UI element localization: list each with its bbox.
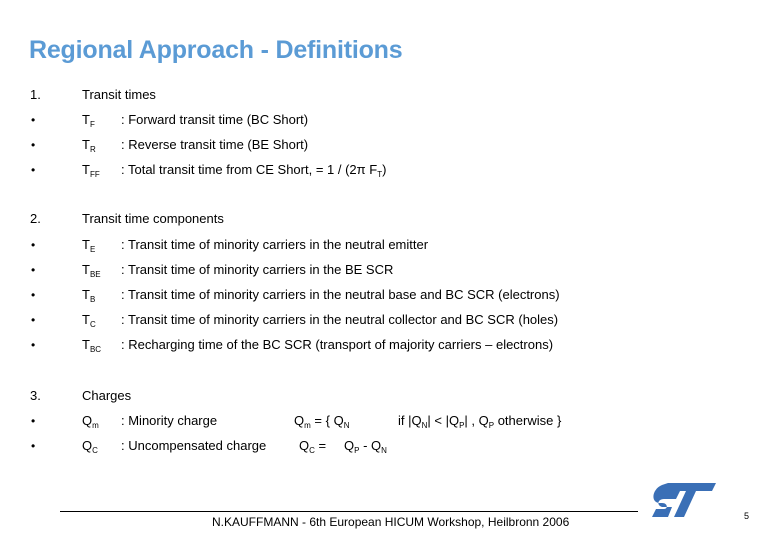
symbol: $Q_C$ [82,438,98,455]
definition: : Transit time of minority carriers in the BE SCR [121,262,394,277]
section-number: 2. [30,211,41,226]
definition: : Total transit time from CE Short, = 1 / (2π $F_T$) [121,162,387,179]
symbol: $T_C$ [82,312,96,329]
definition: : Transit time of minority carriers in the neutral collector and BC SCR (holes) [121,312,559,327]
bullet: • [31,414,36,428]
symbol: $T_{FF}$ [82,162,100,179]
footer-divider [60,511,638,512]
bullet: • [31,313,36,327]
definition: : Transit time of minority carriers in the neutral emitter [121,237,429,252]
definition: : Recharging time of the BC SCR (transport of majority carriers – electrons) [121,337,554,352]
bullet: • [31,263,36,277]
symbol: $T_F$ [82,112,95,129]
qm-condition: if $|Q_N| < |Q_P|$ , $Q_P$ otherwise } [398,413,562,430]
section-heading: Transit times [82,87,156,102]
symbol: $T_{BE}$ [82,262,101,279]
qm-equation: $Q_m$ = { $Q_N$ [294,413,350,430]
footer-text: N.KAUFFMANN - 6th European HICUM Workshop, Heilbronn 2006 [212,515,570,529]
symbol: $T_{BC}$ [82,337,102,354]
bullet: • [31,238,36,252]
section-heading: Charges [82,388,132,403]
symbol: $T_B$ [82,287,96,304]
definition: : Uncompensated charge [121,438,267,453]
qc-rhs: $Q_P - Q_N$ [344,438,387,455]
bullet: • [31,338,36,352]
slide-title: Regional Approach - Definitions [29,36,403,64]
symbol: $T_E$ [82,237,96,254]
bullet: • [31,439,36,453]
definition: : Minority charge [121,413,218,428]
definition: : Reverse transit time (BE Short) [121,137,309,152]
definition: : Forward transit time (BC Short) [121,112,309,127]
section-heading: Transit time components [82,211,224,226]
bullet: • [31,288,36,302]
bullet: • [31,113,36,127]
section-number: 3. [30,388,41,403]
bullet: • [31,138,36,152]
symbol: $T_R$ [82,137,96,154]
st-logo-icon [650,481,718,519]
page-number: 5 [744,511,750,521]
symbol: $Q_m$ [82,413,99,430]
qc-equation: $Q_C$ = [299,438,327,455]
bullet: • [31,163,36,177]
definition: : Transit time of minority carriers in the neutral base and BC SCR (electrons) [121,287,560,302]
section-number: 1. [30,87,41,102]
